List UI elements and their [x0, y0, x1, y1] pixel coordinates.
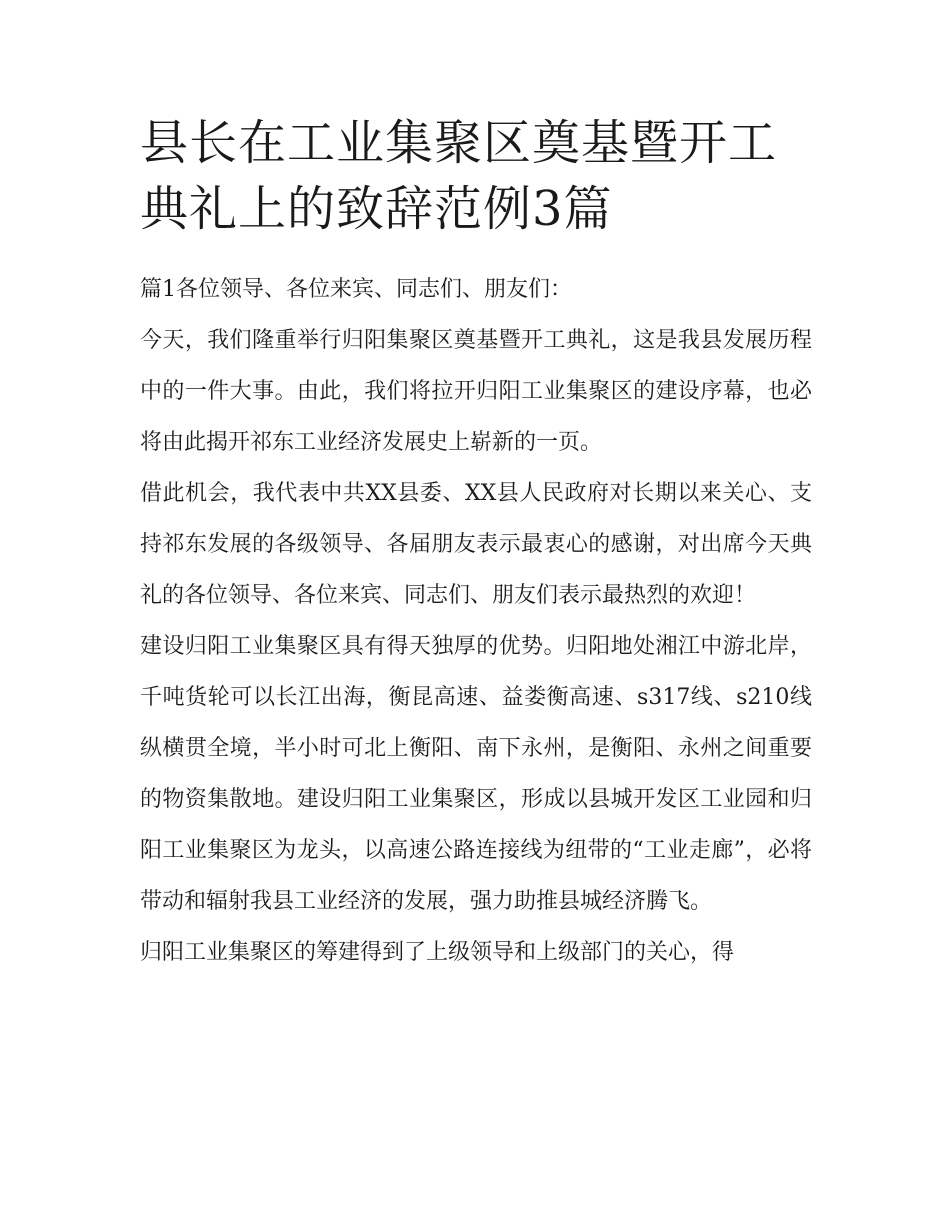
body-paragraph-2: 借此机会，我代表中共XX县委、XX县人民政府对长期以来关心、支持祁东发展的各级领导、各届朋友表示最衷心的感谢，对出席今天典礼的各位领导、各位来宾、同志们、朋友们表示最热烈的欢迎！ [140, 481, 812, 608]
body-paragraph-3: 建设归阳工业集聚区具有得天独厚的优势。归阳地处湘江中游北岸，千吨货轮可以长江出海，衡昆高速、益娄衡高速、s317线、s210线纵横贯全境，半小时可北上衡阳、南下永州，是衡阳、永州之间重要的物资集散地。建设归阳工业集聚区，形成以县城开发区工业园和归阳工业集聚区为龙头，以高速公路连接线为纽带的“工业走廊”，必将带动和辐射我县工业经济的发展，强力助推县城经济腾飞。 [140, 634, 812, 914]
document-title: 县长在工业集聚区奠基暨开工典礼上的致辞范例3篇 [140, 115, 778, 237]
body-paragraph-1: 今天，我们隆重举行归阳集聚区奠基暨开工典礼，这是我县发展历程中的一件大事。由此，我们将拉开归阳工业集聚区的建设序幕，也必将由此揭开祁东工业经济发展史上崭新的一页。 [140, 328, 812, 455]
body-paragraph-4: 归阳工业集聚区的筹建得到了上级领导和上级部门的关心，得 [140, 940, 735, 965]
salutation-paragraph: 篇1各位领导、各位来宾、同志们、朋友们： [140, 277, 572, 302]
